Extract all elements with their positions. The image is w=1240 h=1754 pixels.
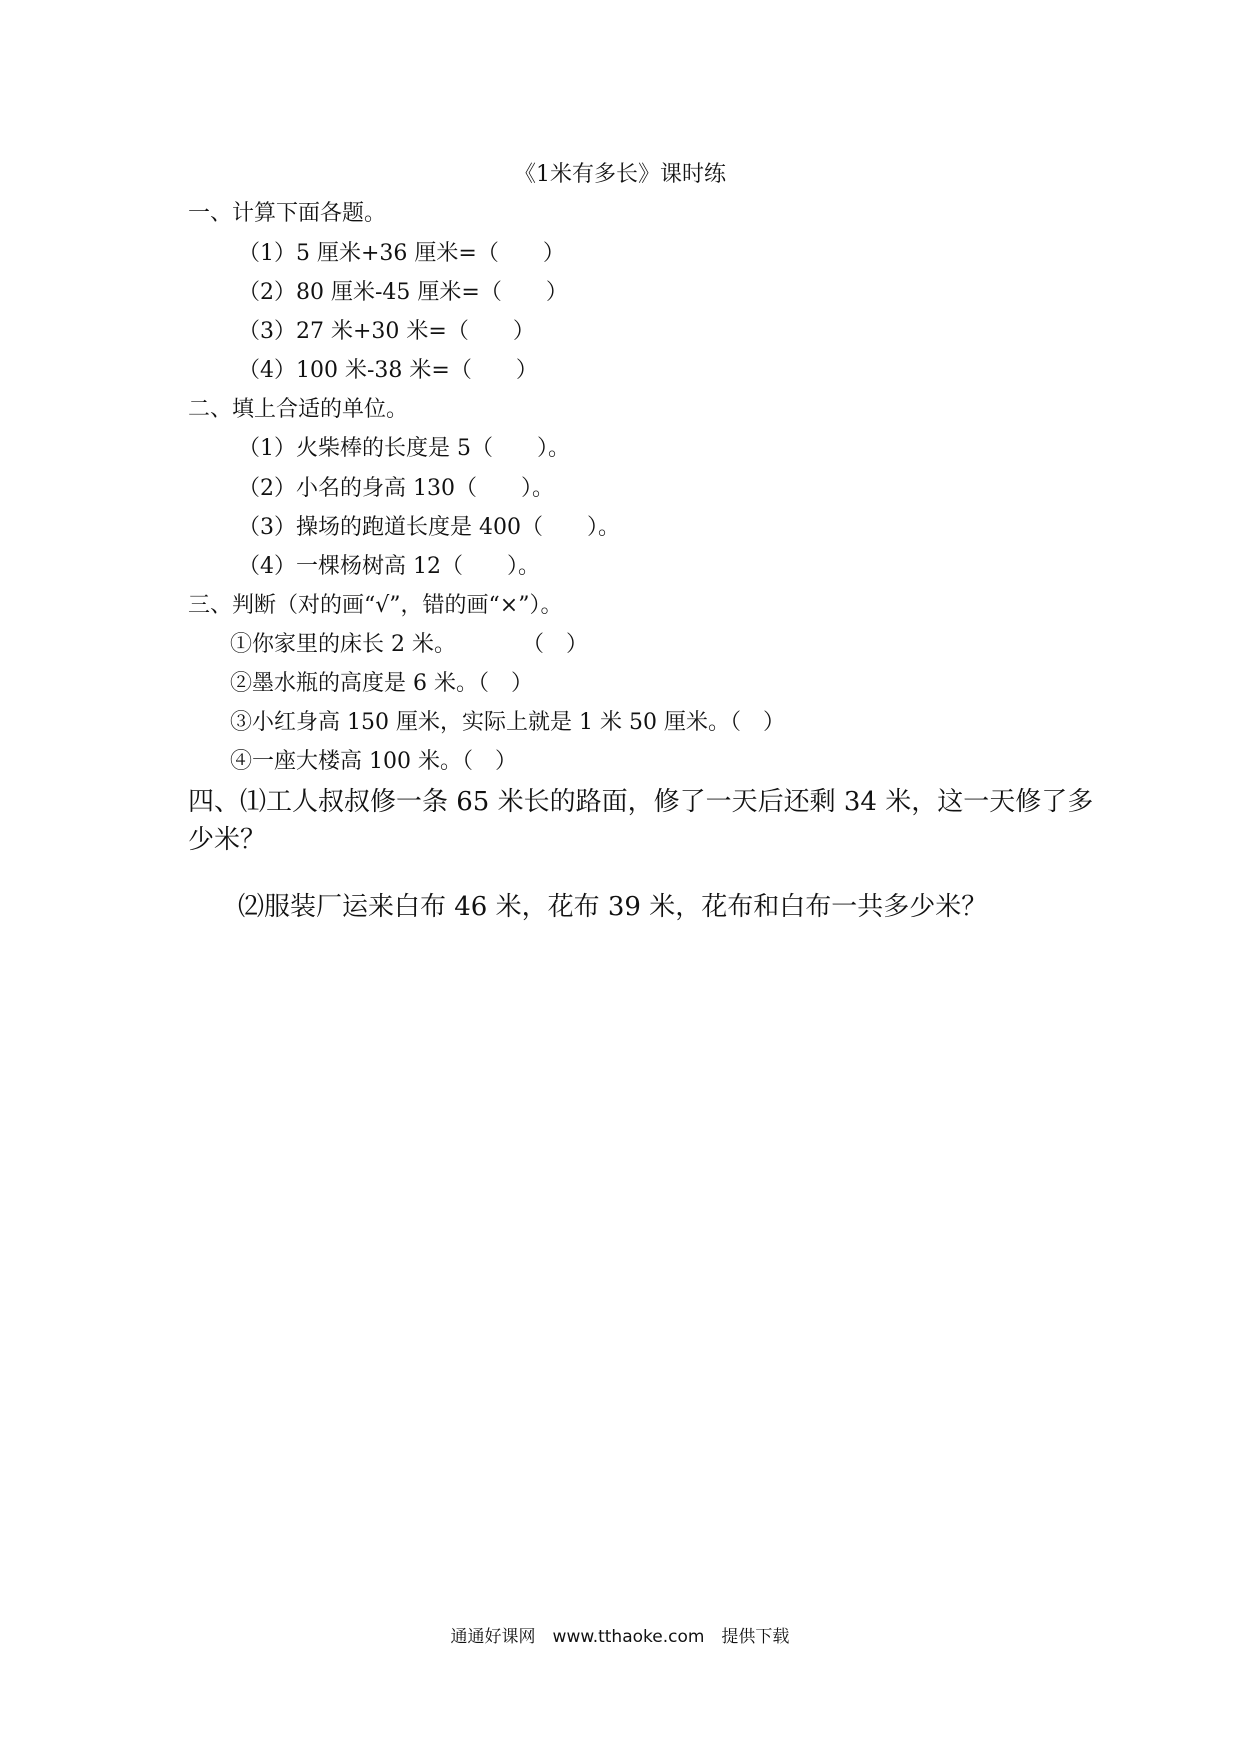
page-title: 《1米有多长》课时练 [514, 162, 726, 187]
section-2-item-4: （4）一棵杨树高 12（ ）。 [238, 554, 540, 579]
section-3-item-2: ②墨水瓶的高度是 6 米。（ ） [230, 671, 533, 696]
section-2-heading: 二、填上合适的单位。 [188, 397, 409, 422]
section-4-question-1-line-2: 少米？ [188, 825, 267, 855]
section-2-item-1: （1）火柴棒的长度是 5（ ）。 [238, 436, 570, 461]
section-4-question-2: ⑵服装厂运来白布 46 米，花布 39 米，花布和白布一共多少米？ [238, 892, 988, 922]
section-3-item-1: ①你家里的床长 2 米。 （ ） [230, 632, 588, 657]
footer-source: 通通好课网 www.tthaoke.com 提供下载 [450, 1627, 790, 1647]
section-1-heading: 一、计算下面各题。 [188, 201, 387, 226]
section-3-item-3: ③小红身高 150 厘米，实际上就是 1 米 50 厘米。（ ） [230, 710, 785, 735]
section-1-item-1: （1）5 厘米+36 厘米=（ ） [238, 241, 565, 266]
section-3-heading: 三、判断（对的画“√”，错的画“×”）。 [188, 593, 563, 618]
section-2-item-3: （3）操场的跑道长度是 400（ ）。 [238, 515, 620, 540]
section-1-item-4: （4）100 米-38 米=（ ） [238, 358, 538, 383]
section-3-item-4: ④一座大楼高 100 米。（ ） [230, 749, 517, 774]
section-4-question-1-line-1: 四、⑴工人叔叔修一条 65 米长的路面，修了一天后还剩 34 米，这一天修了多 [188, 787, 1094, 817]
section-1-item-3: （3）27 米+30 米=（ ） [238, 319, 535, 344]
section-2-item-2: （2）小名的身高 130（ ）。 [238, 476, 554, 501]
section-1-item-2: （2）80 厘米-45 厘米=（ ） [238, 280, 568, 305]
